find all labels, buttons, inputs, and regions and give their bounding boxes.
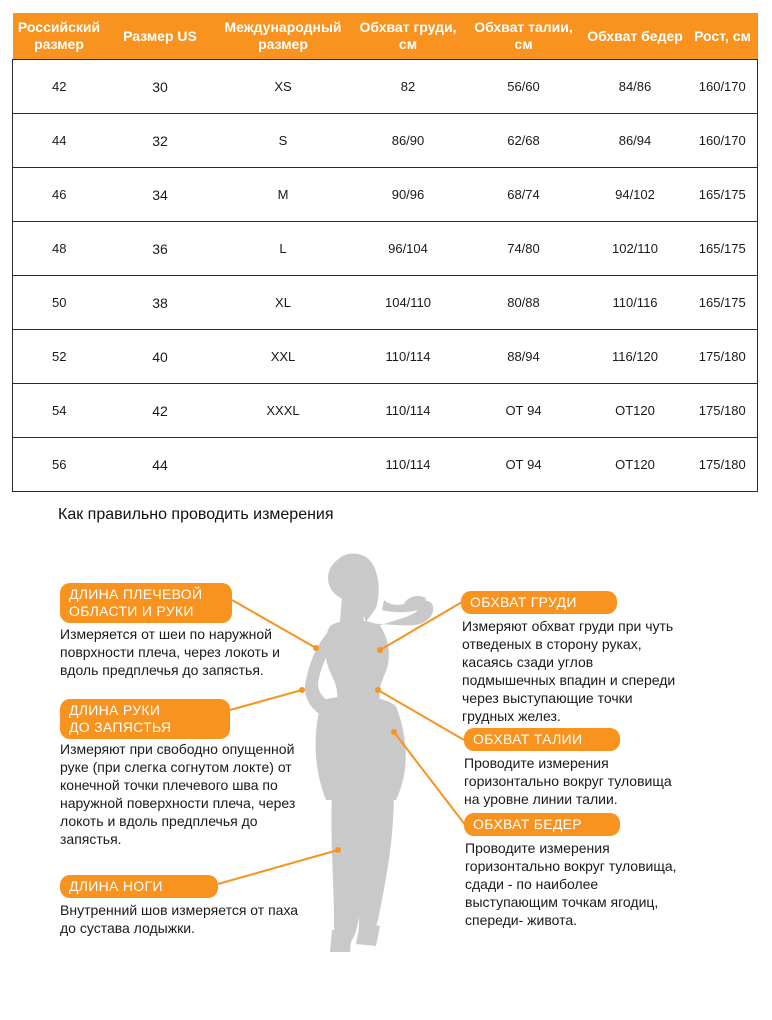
cell-intl-size: L [215,222,352,276]
cell-height: 160/170 [688,114,758,168]
text-line: горизонтально вокруг туловища, [465,858,677,874]
cell-ru-size: 52 [13,330,106,384]
cell-waist: 56/60 [465,60,583,114]
label-waist-girth [464,728,620,751]
header-hips: Обхват бедер [583,13,688,60]
cell-ru-size: 42 [13,60,106,114]
cell-hips: 86/94 [583,114,688,168]
cell-intl-size: XL [215,276,352,330]
text-hips-girth [465,839,677,929]
cell-height: 165/175 [688,168,758,222]
cell-hips: 110/116 [583,276,688,330]
text-line: руке (при слегка согнутом локте) от [60,759,292,775]
label-line: ДЛИНА ПЛЕЧЕВОЙ [69,586,203,602]
header-intl-size: Международный размер [215,13,352,60]
cell-us-size: 34 [106,168,215,222]
text-waist-girth [464,754,672,808]
text-line: вдоль предплечья до запястья. [60,662,264,678]
text-line: Проводите измерения [465,840,610,856]
text-chest-girth [462,617,675,725]
cell-waist: 80/88 [465,276,583,330]
cell-intl-size: M [215,168,352,222]
text-line: подмышечных впадин и спереди [462,672,676,688]
cell-intl-size: XXL [215,330,352,384]
header-waist: Обхват талии, см [465,13,583,60]
leader-line-leg [218,850,338,884]
label-line: ДЛИНА НОГИ [69,878,163,894]
text-line: Измеряют обхват груди при чуть [462,618,674,634]
cell-ru-size: 54 [13,384,106,438]
cell-hips: 102/110 [583,222,688,276]
text-leg-length [60,901,298,937]
header-us-size: Размер US [106,13,215,60]
text-line: через выступающие точки [462,690,633,706]
leader-line-arm-wrist [230,690,302,710]
cell-hips: 116/120 [583,330,688,384]
text-line: наружной поверхности плеча, через [60,795,296,811]
cell-ru-size: 48 [13,222,106,276]
cell-waist: 88/94 [465,330,583,384]
cell-waist: 74/80 [465,222,583,276]
label-leg-length [60,875,218,898]
label-line: ДО ЗАПЯСТЬЯ [69,719,172,735]
cell-ru-size: 46 [13,168,106,222]
cell-us-size: 44 [106,438,215,492]
cell-height: 165/175 [688,222,758,276]
text-line: Измеряется от шеи по наружной [60,626,272,642]
text-line: спереди- живота. [465,912,578,928]
cell-hips: ОТ120 [583,384,688,438]
text-line: Проводите измерения [464,755,609,771]
cell-intl-size: XXXL [215,384,352,438]
cell-chest: 110/114 [352,438,465,492]
cell-height: 175/180 [688,330,758,384]
cell-hips: 94/102 [583,168,688,222]
cell-waist: 62/68 [465,114,583,168]
label-line: ОБХВАТ ТАЛИИ [473,731,583,747]
text-line: до сустава лодыжки. [60,920,195,936]
label-line: ОБХВАТ ГРУДИ [470,594,577,610]
text-line: Измеряют при свободно опущенной [60,741,295,757]
text-line: запястья. [60,831,122,847]
woman-silhouette-icon [305,553,433,952]
measure-guide-title: Как правильно проводить измерения [58,506,334,523]
cell-waist: ОТ 94 [465,438,583,492]
cell-us-size: 40 [106,330,215,384]
cell-chest: 96/104 [352,222,465,276]
cell-intl-size: XS [215,60,352,114]
cell-ru-size: 44 [13,114,106,168]
header-chest: Обхват груди, см [352,13,465,60]
text-arm-to-wrist [60,740,295,848]
text-line: грудных желез. [462,708,561,724]
text-line: сдади - по наиболее [465,876,599,892]
cell-chest: 110/114 [352,330,465,384]
cell-chest: 86/90 [352,114,465,168]
label-shoulder-arm-length [60,583,232,623]
label-hips-girth [464,813,620,836]
cell-hips: ОТ120 [583,438,688,492]
cell-ru-size: 50 [13,276,106,330]
text-line: выступающим точкам ягодиц, [465,894,659,910]
cell-hips: 84/86 [583,60,688,114]
text-line: локоть и вдоль предплечья до [60,813,258,829]
cell-ru-size: 56 [13,438,106,492]
cell-height: 175/180 [688,384,758,438]
cell-intl-size: S [215,114,352,168]
label-line: ДЛИНА РУКИ [69,702,161,718]
cell-height: 175/180 [688,438,758,492]
text-line: конечной точки плечевого шва по [60,777,278,793]
leader-line-hips [394,732,466,826]
text-line: горизонтально вокруг туловища [464,773,672,789]
cell-chest: 82 [352,60,465,114]
cell-chest: 110/114 [352,384,465,438]
cell-us-size: 36 [106,222,215,276]
cell-us-size: 30 [106,60,215,114]
cell-height: 160/170 [688,60,758,114]
cell-us-size: 38 [106,276,215,330]
text-line: поврхности плеча, через локоть и [60,644,280,660]
text-line: на уровне линии талии. [464,791,618,807]
cell-waist: ОТ 94 [465,384,583,438]
label-arm-to-wrist [60,699,230,739]
text-line: Внутренний шов измеряется от паха [60,902,299,918]
text-shoulder-arm-length [60,625,280,679]
cell-us-size: 42 [106,384,215,438]
cell-chest: 104/110 [352,276,465,330]
label-line: ОБХВАТ БЕДЕР [473,816,582,832]
cell-height: 165/175 [688,276,758,330]
label-chest-girth [461,591,617,614]
text-line: отведеных в сторону руках, [462,636,642,652]
header-ru-size: Российский размер [13,13,106,60]
header-height: Рост, см [688,13,758,60]
text-line: касаясь сзади углов [462,654,594,670]
cell-waist: 68/74 [465,168,583,222]
label-line: ОБЛАСТИ И РУКИ [69,603,194,619]
cell-us-size: 32 [106,114,215,168]
cell-chest: 90/96 [352,168,465,222]
